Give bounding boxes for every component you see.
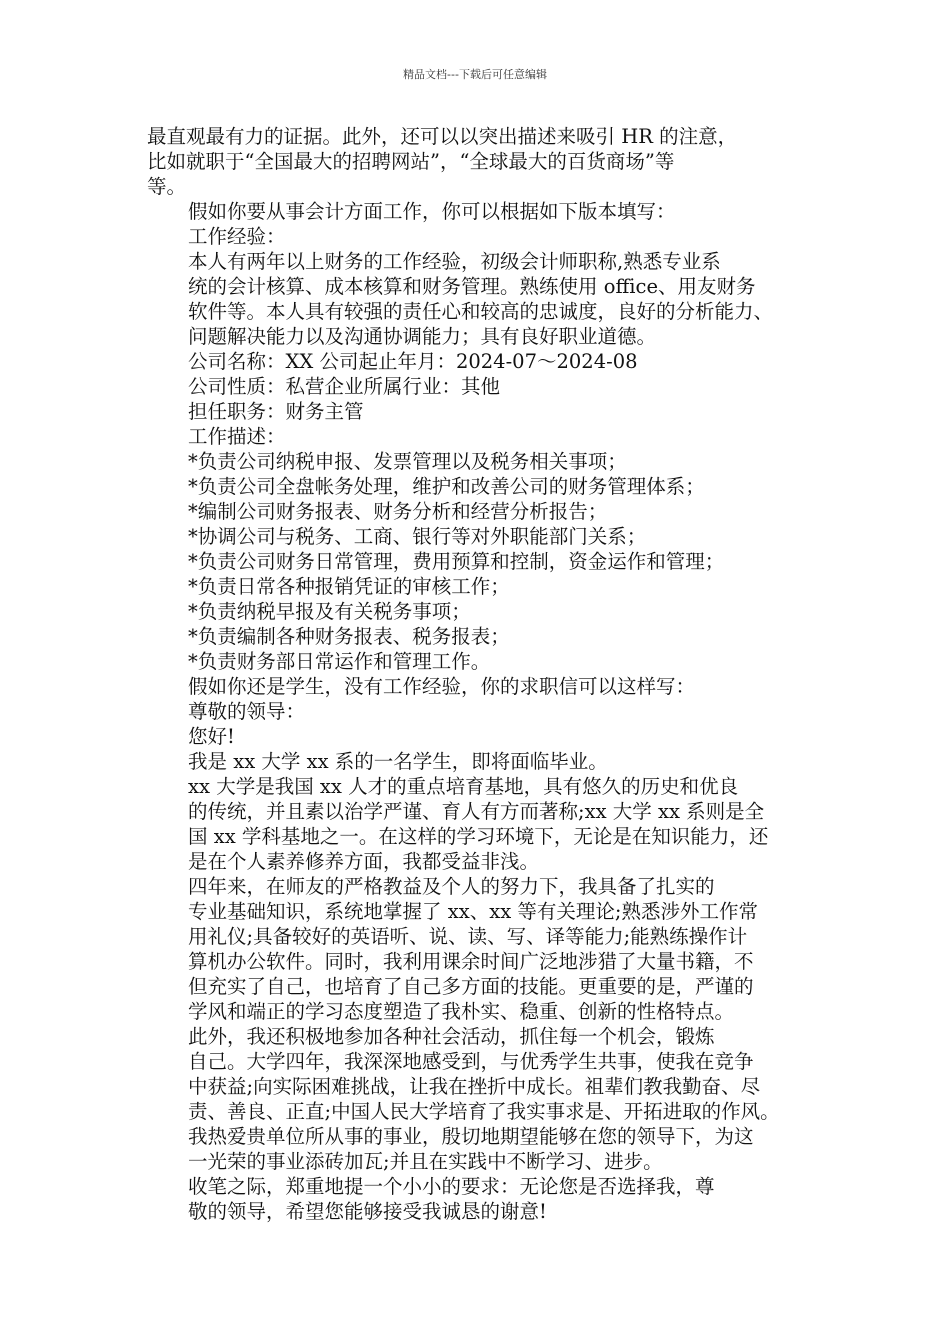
text-line: 工作描述： <box>188 425 286 448</box>
text-line: 算机办公软件。同时，我利用课余时间广泛地涉猎了大量书籍，不 <box>188 950 754 973</box>
paragraph <box>147 374 827 399</box>
text-line: 假如你还是学生，没有工作经验，你的求职信可以这样写： <box>188 675 696 698</box>
text-line: 中获益;向实际困难挑战，让我在挫折中成长。祖辈们教我勤奋、尽 <box>188 1075 761 1098</box>
text-line: 等。 <box>147 175 187 198</box>
text-line: *负责编制各种财务报表、税务报表； <box>188 625 510 648</box>
text-line: 责、善良、正直;中国人民大学培育了我实事求是、开拓进取的作风。 <box>188 1100 780 1123</box>
text-line: *协调公司与税务、工商、银行等对外职能部门关系； <box>188 525 647 548</box>
text-line: 的传统，并且素以治学严谨、育人有方而著称;xx 大学 xx 系则是全 <box>188 800 765 823</box>
paragraph <box>147 649 827 674</box>
text-line: 公司名称：XX 公司起止年月：2024-07～2024-08 <box>188 350 638 373</box>
paragraph <box>147 749 827 774</box>
text-line: *负责公司全盘帐务处理，维护和改善公司的财务管理体系； <box>188 475 705 498</box>
text-line: 专业基础知识，系统地掌握了 xx、xx 等有关理论;熟悉涉外工作常 <box>188 900 758 923</box>
text-line: 用礼仪;具备较好的英语听、说、读、写、译等能力;能熟练操作计 <box>188 925 748 948</box>
text-line: 最直观最有力的证据。此外，还可以以突出描述来吸引 HR 的注意， <box>147 125 738 148</box>
paragraph <box>147 474 827 499</box>
paragraph <box>147 124 827 199</box>
paragraph <box>147 249 827 349</box>
text-line: 是在个人素养修养方面，我都受益非浅。 <box>188 850 540 873</box>
paragraph <box>147 699 827 724</box>
paragraph <box>147 874 827 1024</box>
paragraph <box>147 499 827 524</box>
paragraph <box>147 449 827 474</box>
text-line: 担任职务：财务主管 <box>188 400 364 423</box>
paragraph <box>147 599 827 624</box>
text-line: 尊敬的领导： <box>188 700 306 723</box>
paragraph <box>147 774 827 874</box>
paragraph <box>147 724 827 749</box>
text-line: *负责纳税早报及有关税务事项； <box>188 600 471 623</box>
text-line: 问题解决能力以及沟通协调能力；具有良好职业道德。 <box>188 325 657 348</box>
paragraph <box>147 1024 827 1174</box>
text-line: 您好! <box>188 725 235 748</box>
text-line: *负责公司财务日常管理，费用预算和控制，资金运作和管理； <box>188 550 725 573</box>
document-body <box>147 124 827 1224</box>
paragraph <box>147 524 827 549</box>
text-line: 比如就职于“全国最大的招聘网站”，“全球最大的百货商场”等 <box>147 150 675 173</box>
text-line: *负责公司纳税申报、发票管理以及税务相关事项； <box>188 450 627 473</box>
paragraph <box>147 549 827 574</box>
text-line: *编制公司财务报表、财务分析和经营分析报告； <box>188 500 608 523</box>
text-line: 国 xx 学科基地之一。在这样的学习环境下，无论是在知识能力，还 <box>188 825 769 848</box>
page-header: 精品文档---下载后可任意编辑 <box>403 68 547 81</box>
paragraph <box>147 424 827 449</box>
paragraph <box>147 199 827 224</box>
paragraph <box>147 574 827 599</box>
text-line: 学风和端正的学习态度塑造了我朴实、稳重、创新的性格特点。 <box>188 1000 735 1023</box>
text-line: 敬的领导，希望您能够接受我诚恳的谢意! <box>188 1200 547 1223</box>
text-line: 我是 xx 大学 xx 系的一名学生，即将面临毕业。 <box>188 750 608 773</box>
text-line: 收笔之际，郑重地提一个小小的要求：无论您是否选择我，尊 <box>188 1175 715 1198</box>
text-line: *负责日常各种报销凭证的审核工作； <box>188 575 510 598</box>
text-line: 但充实了自己，也培育了自己多方面的技能。更重要的是，严谨的 <box>188 975 754 998</box>
text-line: 软件等。本人具有较强的责任心和较高的忠诚度，良好的分析能力、 <box>188 300 774 323</box>
text-line: 我热爱贵单位所从事的事业，殷切地期望能够在您的领导下，为这 <box>188 1125 754 1148</box>
paragraph <box>147 674 827 699</box>
text-line: 统的会计核算、成本核算和财务管理。熟练使用 office、用友财务 <box>188 275 756 298</box>
text-line: 本人有两年以上财务的工作经验，初级会计师职称,熟悉专业系 <box>188 250 721 273</box>
text-line: 假如你要从事会计方面工作，你可以根据如下版本填写： <box>188 200 676 223</box>
text-line: xx 大学是我国 xx 人才的重点培育基地，具有悠久的历史和优良 <box>188 775 739 798</box>
paragraph <box>147 349 827 374</box>
paragraph <box>147 624 827 649</box>
paragraph <box>147 1174 827 1224</box>
paragraph <box>147 399 827 424</box>
text-line: 公司性质：私营企业所属行业：其他 <box>188 375 501 398</box>
text-line: 一光荣的事业添砖加瓦;并且在实践中不断学习、进步。 <box>188 1150 663 1173</box>
paragraph <box>147 224 827 249</box>
text-line: *负责财务部日常运作和管理工作。 <box>188 650 491 673</box>
text-line: 四年来，在师友的严格教益及个人的努力下，我具备了扎实的 <box>188 875 715 898</box>
text-line: 此外，我还积极地参加各种社会活动，抓住每一个机会，锻炼 <box>188 1025 715 1048</box>
text-line: 工作经验： <box>188 225 286 248</box>
text-line: 自己。大学四年，我深深地感受到，与优秀学生共事，使我在竞争 <box>188 1050 754 1073</box>
